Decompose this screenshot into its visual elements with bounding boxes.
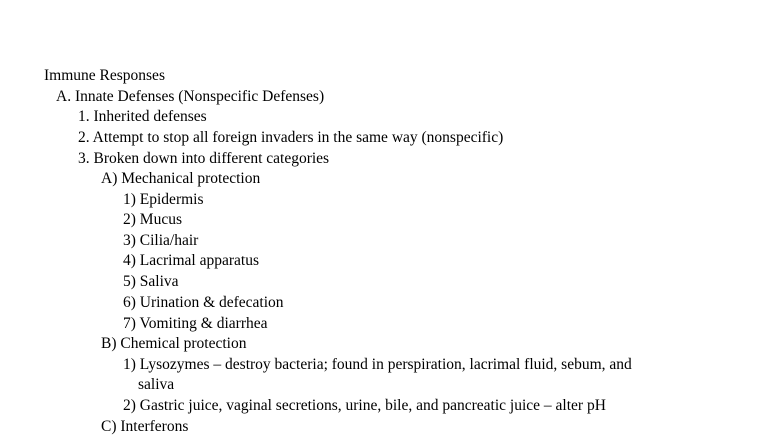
document-title: Immune Responses [44, 67, 165, 84]
list-item: 4) Lacrimal apparatus [123, 252, 259, 269]
section-a-heading: A. Innate Defenses (Nonspecific Defenses) [56, 88, 325, 105]
list-item: 5) Saliva [123, 273, 179, 290]
list-item: 2) Gastric juice, vaginal secretions, urine, bile, and pancreatic juice – alter pH [123, 397, 606, 414]
category-heading-chemical: B) Chemical protection [101, 335, 247, 352]
list-item: 1) Epidermis [123, 191, 204, 208]
category-heading-interferons: C) Interferons [101, 418, 189, 435]
list-item: 7) Vomiting & diarrhea [123, 315, 268, 332]
list-item: 6) Urination & defecation [123, 294, 284, 311]
category-heading-mechanical: A) Mechanical protection [101, 170, 261, 187]
list-item: 1) Lysozymes – destroy bacteria; found in perspiration, lacrimal fluid, sebum, and [123, 356, 632, 373]
list-item: 2) Mucus [123, 211, 182, 228]
section-a-point: 2. Attempt to stop all foreign invaders in the same way (nonspecific) [78, 129, 504, 146]
section-a-point: 1. Inherited defenses [78, 108, 207, 125]
list-item-continuation: saliva [138, 376, 175, 393]
section-a-point: 3. Broken down into different categories [78, 150, 330, 167]
list-item: 3) Cilia/hair [123, 232, 199, 249]
